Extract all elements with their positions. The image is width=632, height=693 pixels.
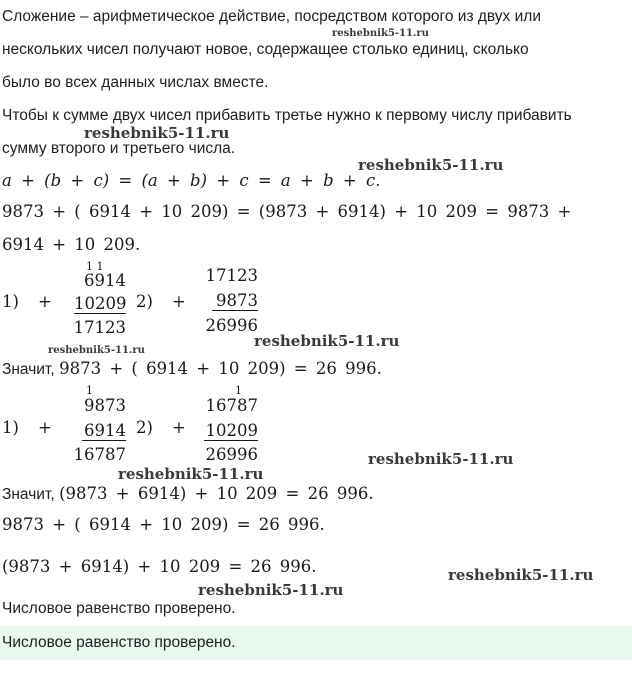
block1-plus-2: +: [172, 292, 186, 311]
result-box: [0, 626, 632, 660]
block2-conclusion-expr: (9873 + 6914) + 10 209 = 26 996.: [59, 484, 374, 503]
block2-step2-label: 2): [136, 418, 153, 437]
block1-step1-label: 1): [2, 292, 19, 311]
block2-carry-b: 1: [235, 384, 242, 397]
block1-plus-1: +: [38, 292, 52, 311]
block1-a-top: 6914: [84, 271, 126, 290]
block2-plus-2: +: [172, 418, 186, 437]
block2-b-top: 16787: [205, 396, 258, 415]
block1-a-mid: 10209: [74, 294, 127, 313]
block1-conclusion-prefix: Значит,: [2, 361, 55, 378]
block2-plus-1: +: [38, 418, 52, 437]
expression-line-2: 6914 + 10 209.: [2, 235, 141, 254]
block2-a-top: 9873: [84, 396, 126, 415]
summary-check: Числовое равенство проверено.: [2, 600, 236, 617]
watermark: reshebnik5-11.ru: [48, 345, 145, 356]
block1-conclusion: [2, 359, 382, 379]
block1-conclusion-expr: 9873 + ( 6914 + 10 209) = 26 996.: [59, 359, 382, 378]
block2-b-result: 26996: [205, 445, 258, 464]
intro-line-3: было во всех данных числах вместе.: [2, 74, 269, 91]
rule-line-2: сумму второго и третьего числа.: [2, 140, 236, 157]
block1-b-top: 17123: [205, 266, 258, 285]
block1-b-result: 26996: [205, 316, 258, 335]
block2-a-result: 16787: [73, 445, 126, 464]
intro-line-2: нескольких чисел получают новое, содержащее столько единиц, сколько: [2, 41, 529, 58]
block1-b-mid: 9873: [212, 291, 258, 311]
summary-line-1: 9873 + ( 6914 + 10 209) = 26 996.: [2, 515, 325, 534]
block2-carry-a: 1: [86, 384, 93, 397]
block2-conclusion-prefix: Значит,: [2, 486, 55, 503]
block2-conclusion: [2, 484, 374, 504]
watermark: reshebnik5-11.ru: [358, 156, 504, 174]
watermark: reshebnik5-11.ru: [84, 124, 230, 142]
watermark: reshebnik5-11.ru: [368, 450, 514, 468]
result-text: Числовое равенство проверено.: [2, 634, 236, 651]
block1-a-result: 17123: [73, 318, 126, 337]
associative-formula: a + (b + c) = (a + b) + c = a + b + c.: [2, 171, 381, 190]
block2-b-mid: 10209: [205, 421, 258, 440]
expression-line-1: 9873 + ( 6914 + 10 209) = (9873 + 6914) + 10 209 = 9873 +: [2, 202, 572, 221]
summary-line-2: (9873 + 6914) + 10 209 = 26 996.: [2, 557, 317, 576]
watermark: reshebnik5-11.ru: [198, 581, 344, 599]
block2-a-mid: 6914: [84, 421, 126, 440]
block2-step1-label: 1): [2, 418, 19, 437]
rule-line-1: Чтобы к сумме двух чисел прибавить третье нужно к первому числу прибавить: [2, 107, 572, 124]
block1-step2-label: 2): [136, 292, 153, 311]
watermark: reshebnik5-11.ru: [332, 28, 429, 39]
watermark: reshebnik5-11.ru: [254, 332, 400, 350]
watermark: reshebnik5-11.ru: [118, 465, 264, 483]
intro-line-1: Сложение – арифметическое действие, посредством которого из двух или: [2, 8, 541, 25]
block1-carry-a: 1 1: [86, 260, 104, 273]
watermark: reshebnik5-11.ru: [448, 566, 594, 584]
